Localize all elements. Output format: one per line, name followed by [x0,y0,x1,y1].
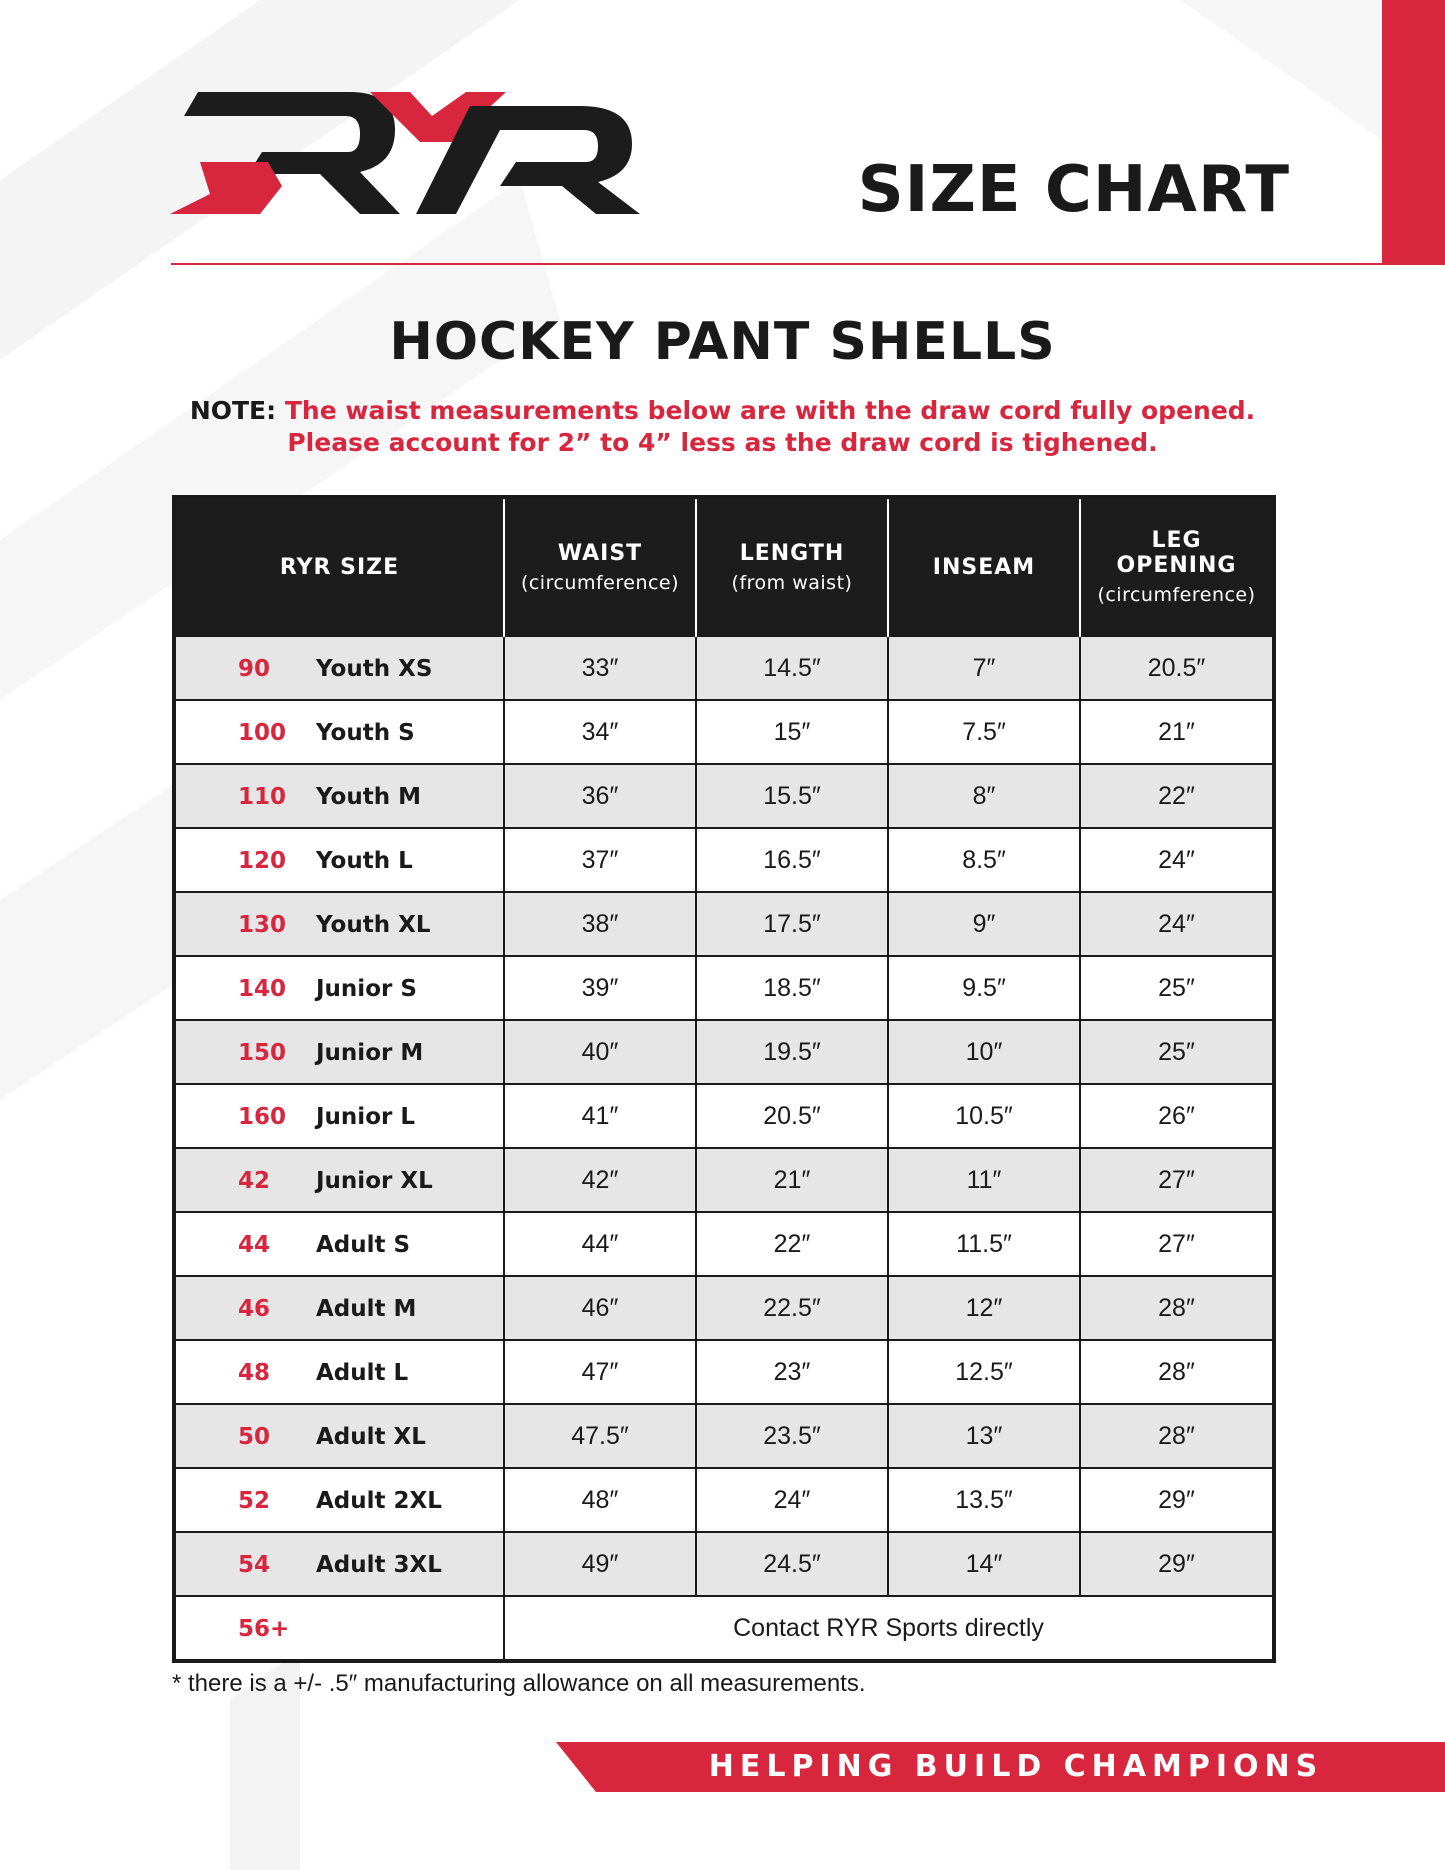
waist-cell: 49″ [504,1532,696,1596]
column-header-waist-title: WAIST [557,540,643,566]
banner-text: HELPING BUILD CHAMPIONS [708,1749,1324,1784]
length-cell: 17.5″ [696,892,888,956]
size-cell [174,1084,504,1148]
size-name: Junior S [316,975,417,1002]
waist-cell: 36″ [504,764,696,828]
size-cell [174,1276,504,1340]
table-row [174,1276,1274,1340]
inseam-cell: 9.5″ [888,956,1080,1020]
size-cell [174,1532,504,1596]
inseam-cell: 13″ [888,1404,1080,1468]
waist-cell: 46″ [504,1276,696,1340]
length-cell: 14.5″ [696,636,888,700]
size-chart-title: SIZE CHART [857,153,1290,227]
table-row [174,828,1274,892]
note-line-1 [0,395,1445,427]
size-number: 160 [238,1103,287,1130]
header-divider [171,263,1382,265]
leg-cell: 28″ [1080,1276,1274,1340]
column-header-leg-title: LEG [1151,528,1202,553]
length-cell: 22″ [696,1212,888,1276]
size-number: 52 [238,1487,271,1514]
length-cell: 23″ [696,1340,888,1404]
size-cell [174,1468,504,1532]
size-number: 42 [238,1167,271,1194]
table-row [174,892,1274,956]
waist-cell: 47.5″ [504,1404,696,1468]
waist-cell: 41″ [504,1084,696,1148]
size-number: 48 [238,1359,271,1386]
waist-note [0,395,1445,459]
size-name: Youth XS [316,655,433,682]
size-name: Junior XL [316,1167,433,1194]
waist-cell: 34″ [504,700,696,764]
inseam-cell: 11.5″ [888,1212,1080,1276]
size-name: Youth L [316,847,413,874]
waist-cell: 37″ [504,828,696,892]
size-cell [174,1596,504,1661]
inseam-cell: 8.5″ [888,828,1080,892]
table-row-contact [174,1596,1274,1661]
leg-cell: 21″ [1080,700,1274,764]
ryr-logo [170,82,660,224]
size-number: 56+ [238,1615,290,1642]
column-header-leg-opening [1080,497,1274,636]
size-cell [174,1404,504,1468]
size-number: 130 [238,911,287,938]
length-cell: 18.5″ [696,956,888,1020]
table-row [174,1084,1274,1148]
table-row [174,700,1274,764]
table-row [174,764,1274,828]
size-chart-body [174,636,1274,1661]
leg-cell: 22″ [1080,764,1274,828]
column-header-size [174,497,504,636]
leg-cell: 27″ [1080,1212,1274,1276]
table-row [174,1148,1274,1212]
waist-cell: 39″ [504,956,696,1020]
leg-cell: 29″ [1080,1532,1274,1596]
length-cell: 23.5″ [696,1404,888,1468]
size-name: Junior M [316,1039,424,1066]
size-name: Adult M [316,1295,417,1322]
column-header-leg-title2: OPENING [1116,553,1237,578]
leg-cell: 24″ [1080,892,1274,956]
size-cell [174,1020,504,1084]
table-row [174,956,1274,1020]
leg-cell: 26″ [1080,1084,1274,1148]
size-cell [174,828,504,892]
length-cell: 19.5″ [696,1020,888,1084]
size-name: Junior L [316,1103,415,1130]
size-number: 46 [238,1295,271,1322]
table-row [174,636,1274,700]
waist-cell: 47″ [504,1340,696,1404]
waist-cell: 33″ [504,636,696,700]
leg-cell: 25″ [1080,956,1274,1020]
corner-accent-bar [1382,0,1445,265]
size-name: Youth M [316,783,421,810]
column-header-size-title: RYR SIZE [279,554,400,580]
inseam-cell: 14″ [888,1532,1080,1596]
length-cell: 16.5″ [696,828,888,892]
size-name: Adult L [316,1359,409,1386]
leg-cell: 28″ [1080,1340,1274,1404]
waist-cell: 48″ [504,1468,696,1532]
table-row [174,1020,1274,1084]
note-text-1: The waist measurements below are with the draw cord fully opened. [284,396,1256,425]
size-cell [174,636,504,700]
size-name: Adult 2XL [316,1487,442,1514]
table-row [174,1340,1274,1404]
size-cell [174,1148,504,1212]
waist-cell: 42″ [504,1148,696,1212]
footnote: * there is a +/- .5″ manufacturing allowance on all measurements. [172,1670,866,1697]
table-header-row [174,497,1274,636]
contact-message: Contact RYR Sports directly [504,1596,1274,1661]
size-number: 110 [238,783,287,810]
length-cell: 15.5″ [696,764,888,828]
size-number: 50 [238,1423,271,1450]
size-name: Adult S [316,1231,411,1258]
inseam-cell: 9″ [888,892,1080,956]
size-number: 44 [238,1231,271,1258]
size-name: Adult 3XL [316,1551,442,1578]
column-header-length-title: LENGTH [739,540,845,566]
column-header-leg-sub: (circumference) [1097,584,1256,606]
size-cell [174,764,504,828]
column-header-inseam-title: INSEAM [932,554,1036,580]
column-header-length-sub: (from waist) [731,571,853,594]
waist-cell: 38″ [504,892,696,956]
table-row [174,1532,1274,1596]
size-number: 150 [238,1039,287,1066]
size-number: 140 [238,975,287,1002]
column-header-length [696,497,888,636]
slogan-banner [556,1742,1445,1792]
length-cell: 21″ [696,1148,888,1212]
leg-cell: 29″ [1080,1468,1274,1532]
length-cell: 22.5″ [696,1276,888,1340]
waist-cell: 44″ [504,1212,696,1276]
note-label: NOTE: [189,396,277,425]
product-title: HOCKEY PANT SHELLS [389,312,1056,372]
inseam-cell: 10.5″ [888,1084,1080,1148]
leg-cell: 25″ [1080,1020,1274,1084]
leg-cell: 27″ [1080,1148,1274,1212]
size-chart-table [172,495,1276,1663]
inseam-cell: 7.5″ [888,700,1080,764]
size-cell [174,700,504,764]
length-cell: 20.5″ [696,1084,888,1148]
size-number: 54 [238,1551,271,1578]
length-cell: 15″ [696,700,888,764]
table-row [174,1404,1274,1468]
inseam-cell: 13.5″ [888,1468,1080,1532]
size-name: Youth S [316,719,415,746]
length-cell: 24″ [696,1468,888,1532]
size-number: 100 [238,719,287,746]
leg-cell: 24″ [1080,828,1274,892]
leg-cell: 20.5″ [1080,636,1274,700]
table-row [174,1468,1274,1532]
inseam-cell: 7″ [888,636,1080,700]
inseam-cell: 8″ [888,764,1080,828]
inseam-cell: 12″ [888,1276,1080,1340]
size-cell [174,956,504,1020]
size-cell [174,1212,504,1276]
column-header-waist-sub: (circumference) [520,571,680,594]
size-cell [174,892,504,956]
size-name: Youth XL [316,911,431,938]
inseam-cell: 12.5″ [888,1340,1080,1404]
length-cell: 24.5″ [696,1532,888,1596]
size-number: 90 [238,655,271,682]
inseam-cell: 10″ [888,1020,1080,1084]
table-row [174,1212,1274,1276]
inseam-cell: 11″ [888,1148,1080,1212]
column-header-waist [504,497,696,636]
waist-cell: 40″ [504,1020,696,1084]
note-text-2: Please account for 2” to 4” less as the draw cord is tighened. [287,428,1158,457]
size-name: Adult XL [316,1423,426,1450]
size-cell [174,1340,504,1404]
size-number: 120 [238,847,287,874]
column-header-inseam [888,497,1080,636]
leg-cell: 28″ [1080,1404,1274,1468]
